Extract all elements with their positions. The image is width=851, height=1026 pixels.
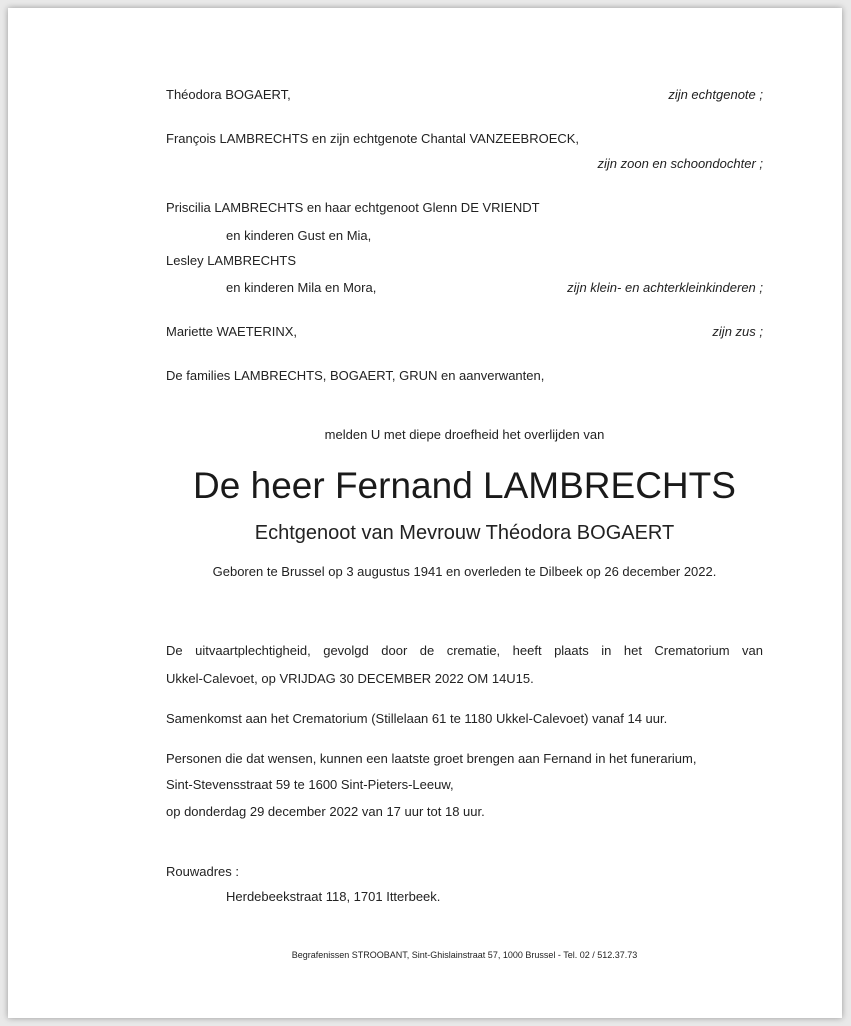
address-label: Rouwadres : bbox=[166, 864, 239, 879]
birth-death-dates: Geboren te Brussel op 3 augustus 1941 en overleden te Dilbeek op 26 december 2022. bbox=[212, 564, 717, 579]
ceremony-line-1: De uitvaartplechtigheid, gevolgd door de crematie, heeft plaats in het Crematorium van bbox=[166, 643, 763, 658]
families-text: De families LAMBRECHTS, BOGAERT, GRUN en aanverwanten, bbox=[166, 368, 545, 383]
son-name: François LAMBRECHTS en zijn echtgenote Chantal VANZEEBROECK, bbox=[166, 131, 580, 146]
grandchild1-name: Priscilia LAMBRECHTS en haar echtgenoot Glenn DE VRIENDT bbox=[166, 200, 540, 215]
ceremony-meeting: Samenkomst aan het Crematorium (Stillelaan 61 te 1180 Ukkel-Calevoet) vanaf 14 uur. bbox=[166, 711, 668, 726]
son-relation: zijn zoon en schoondochter ; bbox=[597, 156, 763, 171]
deceased-subtitle: Echtgenoot van Mevrouw Théodora BOGAERT bbox=[254, 522, 675, 544]
ceremony-line-2: Ukkel-Calevoet, op VRIJDAG 30 DECEMBER 2022 OM 14U15. bbox=[166, 671, 534, 686]
sister-name: Mariette WAETERINX, bbox=[166, 324, 297, 339]
spouse-relation: zijn echtgenote ; bbox=[668, 87, 763, 102]
grandchild2-children: en kinderen Mila en Mora, bbox=[226, 280, 377, 295]
grandchildren-relation: zijn klein- en achterkleinkinderen ; bbox=[567, 280, 763, 295]
grandchild1-children: en kinderen Gust en Mia, bbox=[226, 228, 372, 243]
address-value: Herdebeekstraat 118, 1701 Itterbeek. bbox=[226, 889, 441, 904]
visit-line-2: Sint-Stevensstraat 59 te 1600 Sint-Pieters-Leeuw, bbox=[166, 777, 454, 792]
spouse-name: Théodora BOGAERT, bbox=[166, 87, 291, 102]
deceased-name: De heer Fernand LAMBRECHTS bbox=[193, 465, 736, 506]
visit-line-3: op donderdag 29 december 2022 van 17 uur tot 18 uur. bbox=[166, 804, 485, 819]
obituary-sheet bbox=[8, 8, 842, 1018]
funeral-home-footer: Begrafenissen STROOBANT, Sint-Ghislainstraat 57, 1000 Brussel - Tel. 02 / 512.37.73 bbox=[291, 950, 638, 960]
announcement-intro: melden U met diepe droefheid het overlijden van bbox=[324, 427, 605, 442]
family-grandchild1-children-row bbox=[166, 227, 823, 244]
sister-relation: zijn zus ; bbox=[712, 324, 763, 339]
grandchild2-name: Lesley LAMBRECHTS bbox=[166, 253, 297, 268]
visit-line-1: Personen die dat wensen, kunnen een laatste groet brengen aan Fernand in het funerarium, bbox=[166, 751, 697, 766]
